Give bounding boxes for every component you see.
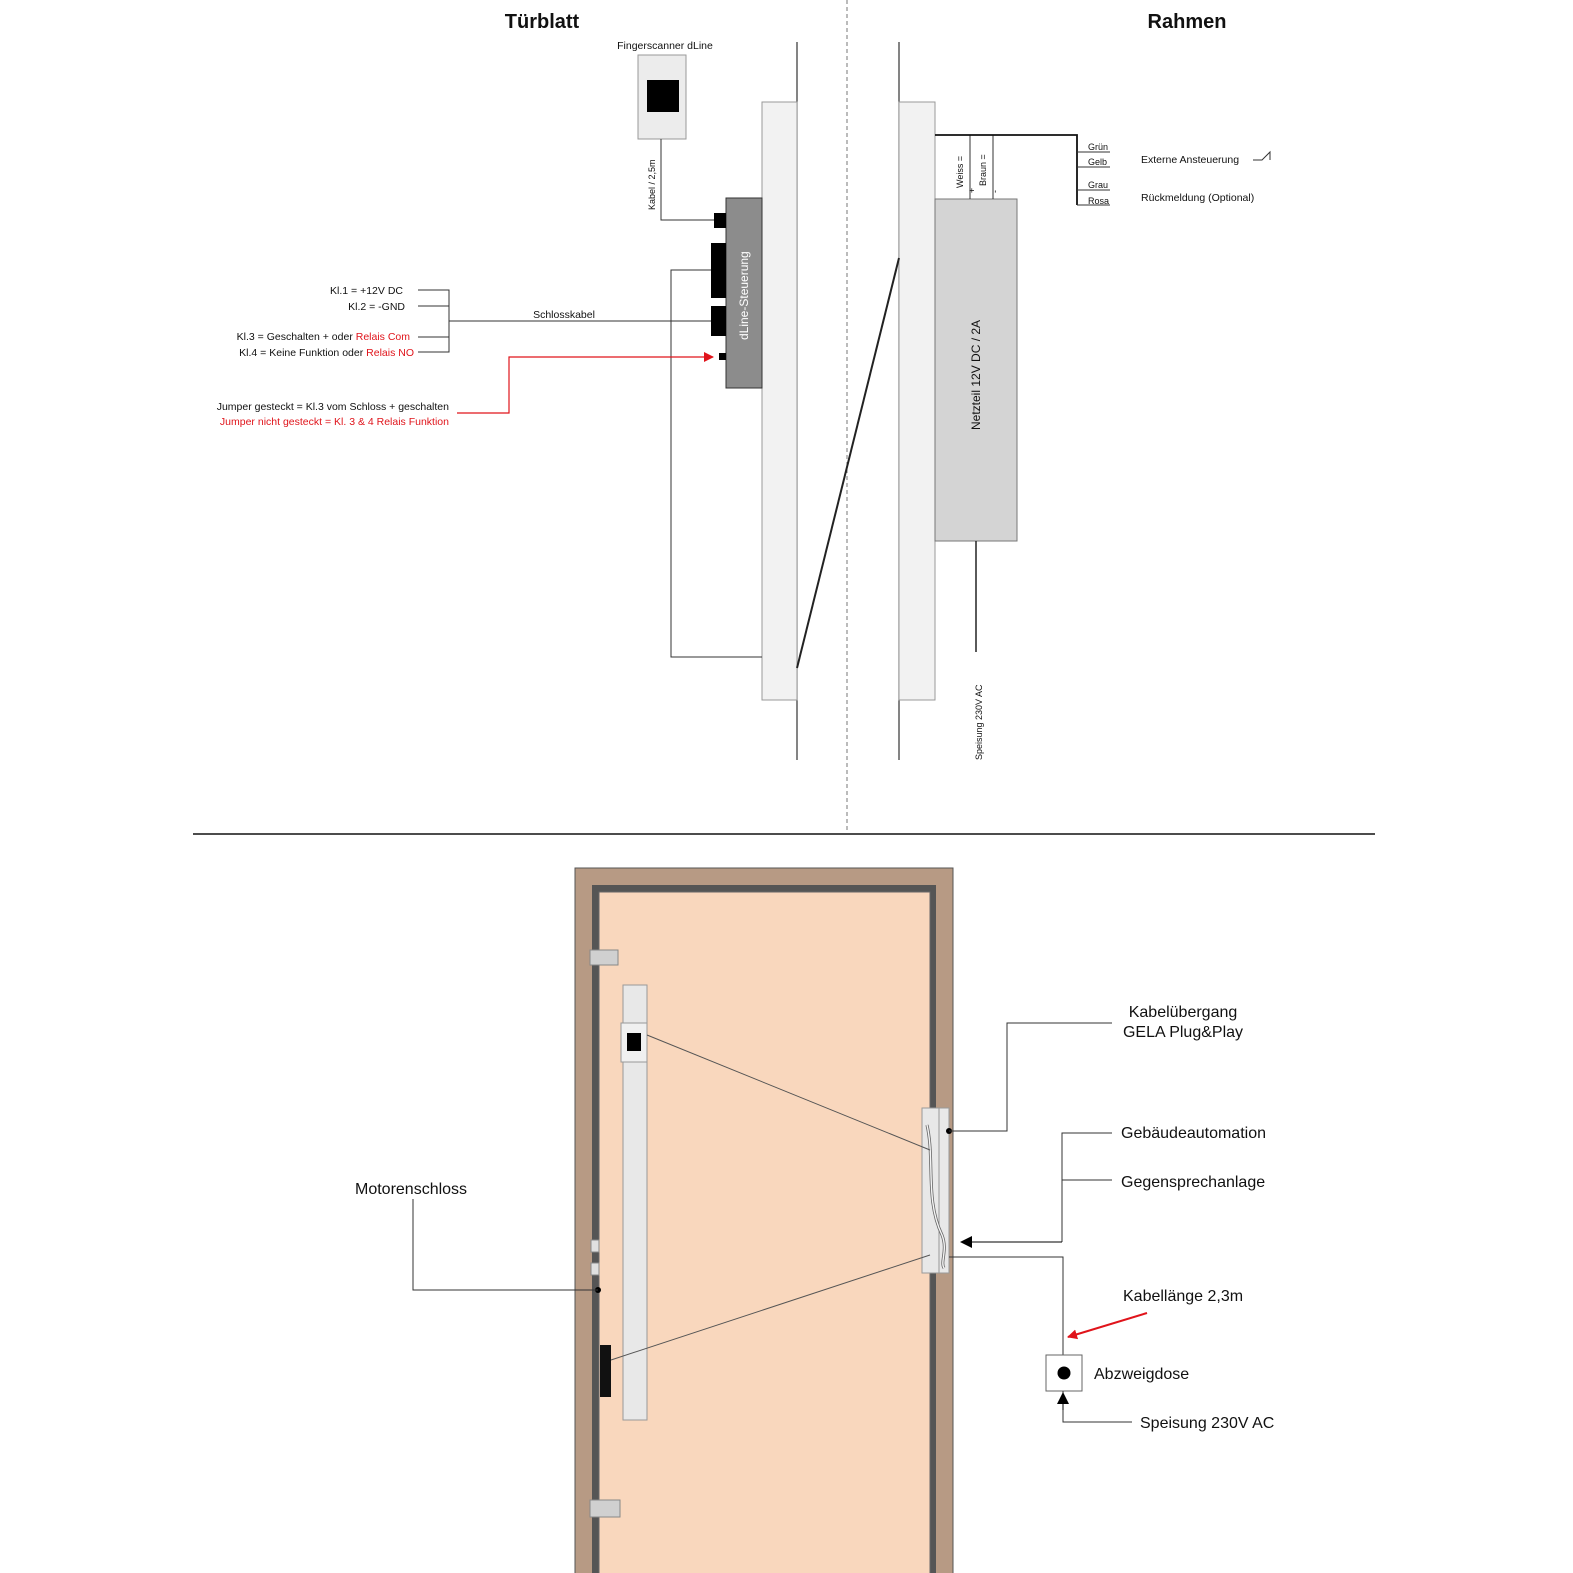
terminal-kl2: Kl.2 = -GND — [348, 301, 405, 313]
lock-cable-label: Schlosskabel — [533, 309, 595, 321]
motor-lock-label: Motorenschloss — [355, 1181, 468, 1198]
junction-box-icon — [1058, 1367, 1071, 1380]
door-leaf-panel — [762, 102, 797, 700]
wire-color-rosa: Rosa — [1088, 196, 1110, 206]
feedback-label: Rückmeldung (Optional) — [1141, 192, 1255, 204]
external-control-label: Externe Ansteuerung — [1141, 154, 1240, 166]
hinge-bottom — [590, 1500, 620, 1517]
jumper-on-label: Jumper gesteckt = Kl.3 vom Schloss + geschalten — [216, 401, 449, 413]
braun-label: Braun = — [978, 154, 988, 186]
jumper-pin — [719, 353, 726, 360]
hinge-top — [590, 950, 618, 965]
turblatt-header: Türblatt — [504, 11, 580, 33]
controller-label: dLine-Steuerung — [737, 251, 751, 340]
building-automation-label: Gebäudeautomation — [1121, 1125, 1266, 1142]
junction-box-label: Abzweigdose — [1094, 1366, 1190, 1383]
fingerscanner-sensor — [647, 80, 679, 112]
supply-label: Speisung 230V AC — [974, 684, 984, 760]
cable-length-arrow — [1068, 1313, 1147, 1337]
wire-color-grau: Grau — [1088, 180, 1109, 190]
connector-transfer — [711, 243, 726, 298]
plus-sign: + — [967, 187, 977, 193]
switch-icon — [1253, 152, 1270, 160]
door-leaf — [599, 892, 930, 1573]
connector-lock — [711, 306, 726, 336]
power-supply-label: Netzteil 12V DC / 2A — [969, 319, 983, 430]
minus-sign: - — [990, 190, 1000, 193]
jumper-off-label: Jumper nicht gesteckt = Kl. 3 & 4 Relais Funktion — [219, 416, 449, 428]
scanner-sensor — [627, 1033, 641, 1051]
connector-scanner — [714, 213, 726, 228]
terminal-bus — [418, 290, 449, 352]
wire-color-gelb: Gelb — [1088, 157, 1108, 167]
transfer-cable — [797, 258, 899, 668]
weiss-label: Weiss = — [955, 155, 965, 188]
lock-keeper-top — [591, 1240, 599, 1252]
junction-feed-line — [949, 1257, 1063, 1355]
lock-keeper-mid — [591, 1263, 599, 1275]
fingerscanner-cable — [661, 139, 714, 220]
motor-lock-callout-line — [413, 1199, 598, 1290]
intercom-label: Gegensprechanlage — [1121, 1174, 1266, 1191]
rahmen-header: Rahmen — [1147, 11, 1227, 33]
cable-length-label: Kabel / 2,5m — [647, 159, 657, 210]
cable-transfer-label-1: Kabelübergang — [1128, 1004, 1238, 1021]
motor-lock-body — [600, 1345, 611, 1397]
fingerscanner-label: Fingerscanner dLine — [617, 40, 713, 52]
wire-color-gruen: Grün — [1088, 142, 1109, 152]
cable-transfer-label-2: GELA Plug&Play — [1122, 1024, 1244, 1041]
frame-panel — [899, 102, 935, 700]
terminal-kl4: Kl.4 = Keine Funktion oder Relais NO — [239, 347, 414, 359]
jumper-arrow — [457, 357, 713, 413]
automation-line — [1062, 1133, 1112, 1242]
transfer-callout-line — [949, 1023, 1112, 1131]
cable-length-label-bottom: Kabellänge 2,3m — [1123, 1288, 1244, 1305]
supply-label-bottom: Speisung 230V AC — [1140, 1415, 1275, 1432]
supply-feed-line — [1063, 1391, 1132, 1422]
terminal-kl3: Kl.3 = Geschalten + oder Relais Com — [236, 331, 410, 343]
terminal-kl1: Kl.1 = +12V DC — [330, 285, 403, 297]
